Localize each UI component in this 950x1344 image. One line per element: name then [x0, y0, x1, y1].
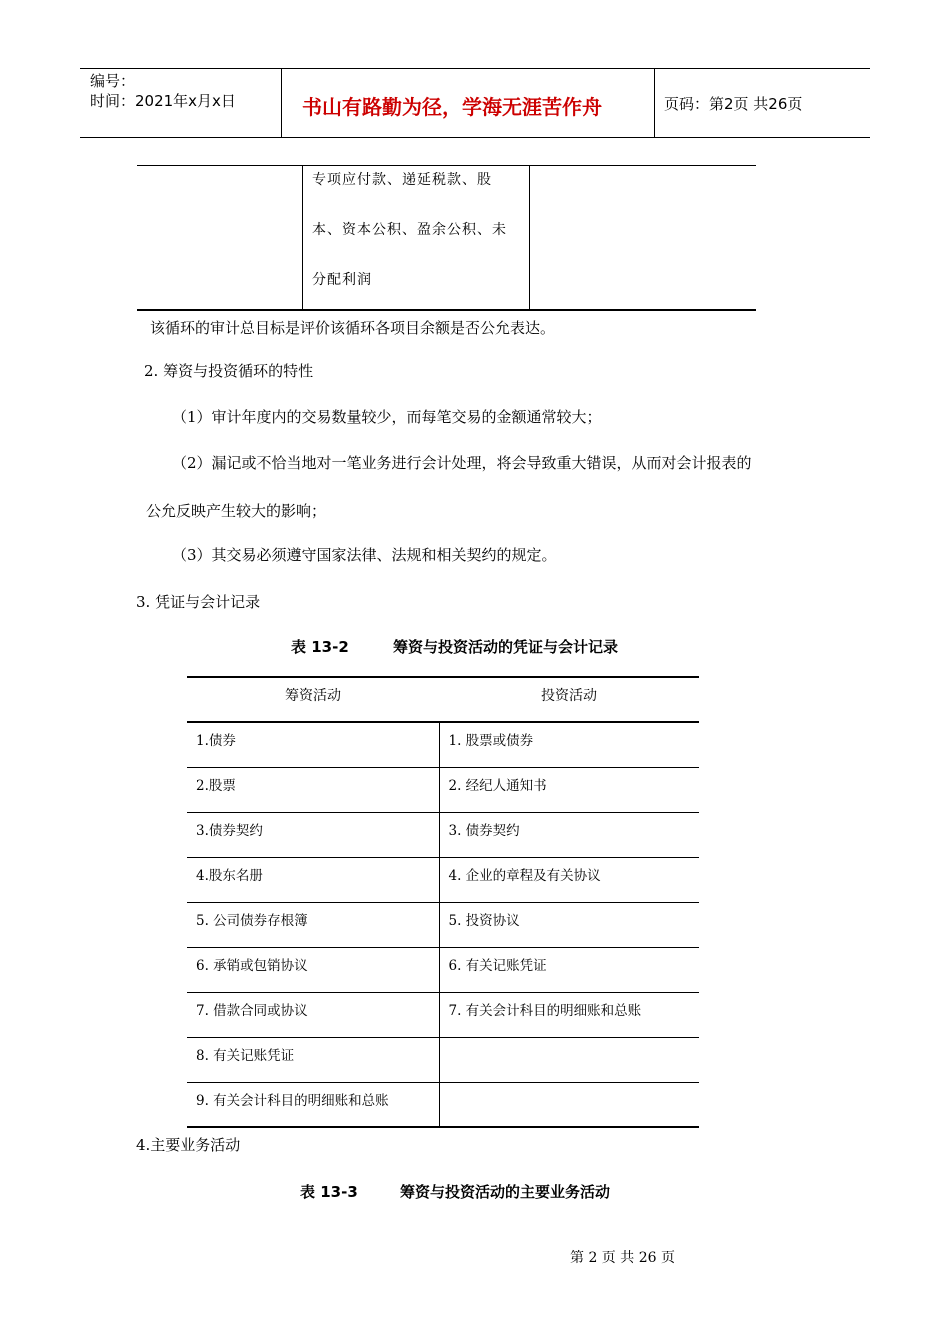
characteristic-item-3: （3）其交易必须遵守国家法律、法规和相关契约的规定。 [172, 546, 557, 564]
characteristic-item-1: （1）审计年度内的交易数量较少，而每笔交易的金额通常较大； [172, 408, 602, 426]
investment-cell [439, 1037, 699, 1082]
table-row [187, 992, 699, 1037]
audit-goal-paragraph: 该循环的审计总目标是评价该循环各项目余额是否公允表达。 [150, 319, 556, 337]
table-cell-line: 专项应付款、递延税款、股 [312, 172, 492, 188]
table-row [187, 767, 699, 812]
investment-cell: 1. 股票或债券 [439, 722, 699, 767]
section-3-title: 3. 凭证与会计记录 [136, 593, 261, 611]
investment-cell: 3. 债券契约 [439, 812, 699, 857]
section-4-title: 4.主要业务活动 [136, 1136, 241, 1154]
table-cell-line: 本、资本公积、盈余公积、未 [312, 222, 507, 238]
section-2-title: 2. 筹资与投资循环的特性 [144, 362, 314, 380]
table-row [187, 812, 699, 857]
column-header-investment: 投资活动 [439, 677, 699, 722]
document-number-label: 编号： [90, 72, 136, 90]
financing-cell: 5. 公司债券存根簿 [187, 902, 439, 947]
column-header-financing: 筹资活动 [187, 677, 439, 722]
table-13-3-title: 筹资与投资活动的主要业务活动 [400, 1183, 611, 1201]
table-13-3-number: 表 13-3 [300, 1183, 358, 1201]
investment-cell: 4. 企业的章程及有关协议 [439, 857, 699, 902]
table-row [187, 902, 699, 947]
header-motto: 书山有路勤为径，学海无涯苦作舟 [302, 95, 602, 119]
financing-cell: 6. 承销或包销协议 [187, 947, 439, 992]
document-time-label: 时间：2021年x月x日 [90, 92, 236, 110]
table-row [187, 1037, 699, 1082]
investment-cell: 6. 有关记账凭证 [439, 947, 699, 992]
table-bottom-border [137, 309, 756, 311]
table-row [187, 947, 699, 992]
table-column-divider [302, 165, 303, 310]
financing-cell: 2.股票 [187, 767, 439, 812]
table-row [187, 722, 699, 767]
characteristic-item-2: （2）漏记或不恰当地对一笔业务进行会计处理，将会导致重大错误，从而对会计报表的 [172, 454, 752, 472]
header-page-info: 页码：第2页 共26页 [664, 95, 803, 113]
table-row [187, 857, 699, 902]
investment-cell: 2. 经纪人通知书 [439, 767, 699, 812]
header-divider [654, 69, 655, 137]
header-divider [281, 69, 282, 137]
table-cell-line: 分配利润 [312, 272, 372, 288]
investment-cell: 5. 投资协议 [439, 902, 699, 947]
page-footer: 第 2 页 共 26 页 [570, 1250, 675, 1266]
financing-cell: 8. 有关记账凭证 [187, 1037, 439, 1082]
financing-cell: 1.债券 [187, 722, 439, 767]
characteristic-item-2-continued: 公允反映产生较大的影响； [146, 502, 327, 520]
table-13-2-title: 筹资与投资活动的凭证与会计记录 [393, 638, 619, 656]
financing-cell: 4.股东名册 [187, 857, 439, 902]
investment-cell: 7. 有关会计科目的明细账和总账 [439, 992, 699, 1037]
investment-cell [439, 1082, 699, 1127]
page-header [80, 68, 870, 138]
table-row [187, 1082, 699, 1127]
vouchers-records-table [187, 676, 699, 1128]
financing-cell: 7. 借款合同或协议 [187, 992, 439, 1037]
financing-cell: 9. 有关会计科目的明细账和总账 [187, 1082, 439, 1127]
table-13-2-number: 表 13-2 [291, 638, 349, 656]
table-column-divider [529, 165, 530, 310]
financing-cell: 3.债券契约 [187, 812, 439, 857]
